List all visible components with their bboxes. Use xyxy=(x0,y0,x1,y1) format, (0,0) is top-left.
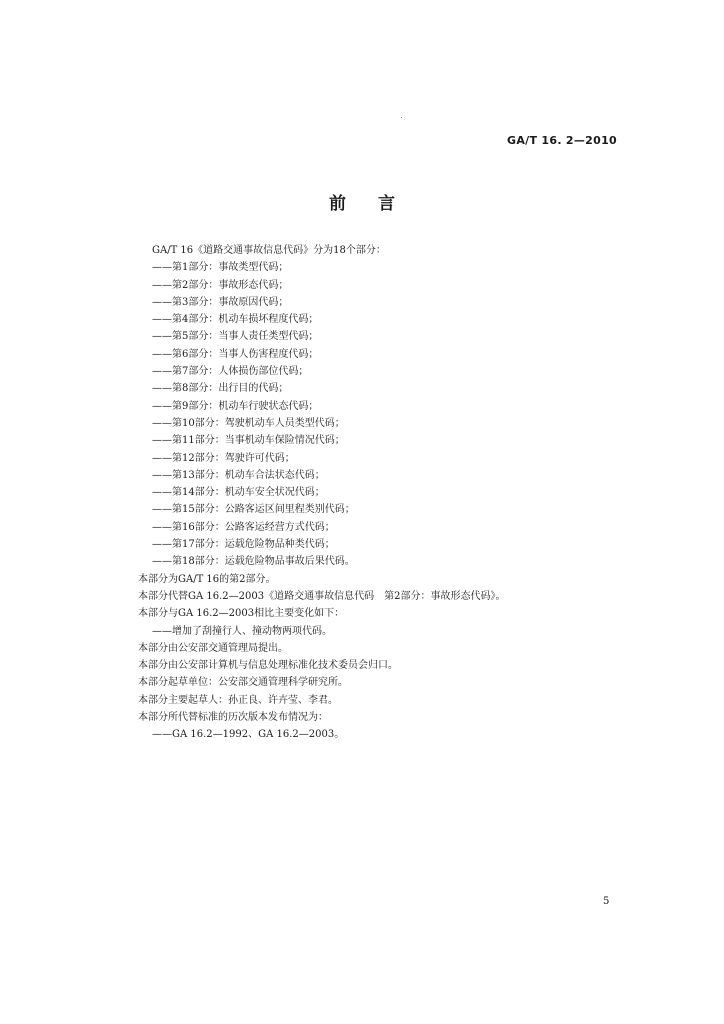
foreword-line: ——第16部分：公路客运经营方式代码； xyxy=(152,521,335,533)
standard-code: GA/T 16. 2—2010 xyxy=(507,134,617,147)
foreword-line: ——增加了刮撞行人、撞动物两项代码。 xyxy=(152,625,332,637)
foreword-line: ——第12部分：驾驶许可代码； xyxy=(152,452,295,464)
foreword-line: 本部分与GA 16.2—2003相比主要变化如下： xyxy=(138,608,345,620)
foreword-line: ——第15部分：公路客运区间里程类别代码； xyxy=(152,504,355,516)
foreword-line: ——第17部分：运载危险物品种类代码； xyxy=(152,539,335,551)
foreword-line: 本部分由公安部交通管理局提出。 xyxy=(138,642,288,654)
foreword-line: 本部分由公安部计算机与信息处理标准化技术委员会归口。 xyxy=(138,660,398,672)
foreword-line: ——第10部分：驾驶机动车人员类型代码； xyxy=(152,417,345,429)
foreword-line: ——第1部分：事故类型代码； xyxy=(152,262,289,274)
title-char: 前 xyxy=(329,194,346,214)
foreword-line: 本部分主要起草人：孙正良、许卉莹、李君。 xyxy=(138,694,338,706)
foreword-line: 本部分为GA/T 16的第2部分。 xyxy=(138,573,276,585)
foreword-body xyxy=(138,242,618,744)
foreword-line: ——第3部分：事故原因代码； xyxy=(152,296,289,308)
foreword-line: ——第6部分：当事人伤害程度代码； xyxy=(152,348,319,360)
title-char: 言 xyxy=(378,194,395,214)
foreword-line: ——第4部分：机动车损坏程度代码； xyxy=(152,314,319,326)
foreword-line: 本部分起草单位：公安部交通管理科学研究所。 xyxy=(138,677,348,689)
foreword-line: ——第8部分：出行目的代码； xyxy=(152,383,289,395)
page-title xyxy=(0,189,724,214)
foreword-line: 本部分所代替标准的历次版本发布情况为： xyxy=(138,712,328,724)
foreword-line: GA/T 16《道路交通事故信息代码》分为18个部分： xyxy=(152,245,386,256)
foreword-line: 本部分代替GA 16.2—2003《道路交通事故信息代码 第2部分：事故形态代码》。 xyxy=(138,590,506,602)
foreword-line: ——第18部分：运载危险物品事故后果代码。 xyxy=(152,556,355,568)
foreword-line: ——第2部分：事故形态代码； xyxy=(152,279,289,291)
foreword-line: ——第14部分：机动车安全状况代码； xyxy=(152,487,325,499)
foreword-line: ——第9部分：机动车行驶状态代码； xyxy=(152,400,319,412)
foreword-line: ——第11部分：当事机动车保险情况代码； xyxy=(152,435,345,447)
foreword-line: ——第7部分：人体损伤部位代码； xyxy=(152,366,309,378)
foreword-line: ——第5部分：当事人责任类型代码； xyxy=(152,331,319,343)
foreword-line: ——第13部分：机动车合法状态代码； xyxy=(152,469,325,481)
page-number: 5 xyxy=(603,896,610,907)
foreword-line: ——GA 16.2—1992、GA 16.2—2003。 xyxy=(152,729,345,741)
